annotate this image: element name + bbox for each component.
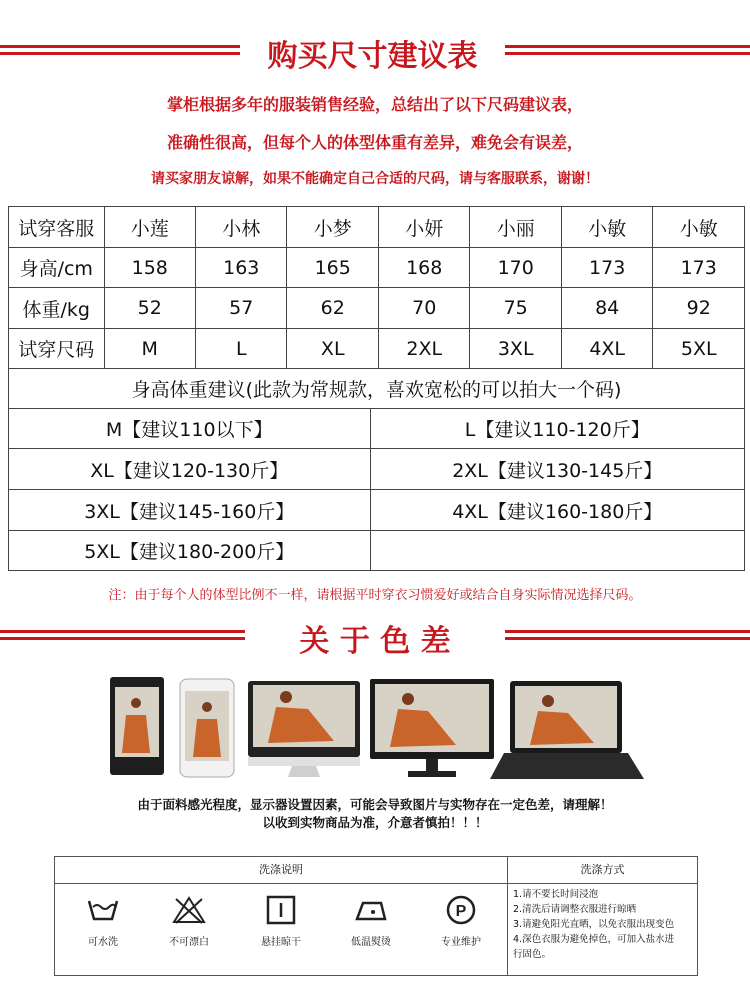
height-cell: 173 [653,248,745,288]
monitor-image [370,679,494,777]
hang-dry-icon [264,895,298,925]
row-label: 试穿客服 [9,207,105,248]
height-cell: 170 [470,248,561,288]
imac-image [248,681,360,777]
phone-1-image [110,677,164,775]
height-cell: 158 [104,248,195,288]
weight-cell: 57 [196,288,287,329]
weight-cell: 52 [104,288,195,329]
intro-line-2: 准确性很高，但每个人的体型体重有差异，难免会有误差， [166,133,583,152]
size-cell: 2XL [378,329,469,369]
care-symbol [245,883,317,975]
instruction-item: 4.深色衣服为避免掉色，可加入盐水进 [513,934,675,945]
color-section-title: 关 于 色 差 [299,624,451,659]
fit-table [8,206,745,369]
table-row [9,369,745,409]
row-label: 体重/kg [9,288,105,329]
recommend-cell: M【建议110以下】 [9,409,371,449]
instruction-item: 3.请避免阳光直晒，以免衣服出现变色 [513,919,675,930]
no-bleach-icon [172,895,206,925]
table-row [9,248,745,288]
table-row [9,288,745,329]
hand-wash-icon [86,895,120,925]
model-name: 小莲 [104,207,195,248]
care-symbol [335,883,407,975]
height-cell: 168 [378,248,469,288]
height-cell: 173 [561,248,652,288]
size-cell: XL [287,329,378,369]
table-row [9,409,745,449]
care-divider [507,883,508,975]
recommend-cell: XL【建议120-130斤】 [9,449,371,490]
low-iron-icon [351,895,391,925]
weight-cell: 75 [470,288,561,329]
recommend-header: 身高体重建议(此款为常规款，喜欢宽松的可以拍大一个码) [9,369,745,409]
size-section-title: 购买尺寸建议表 [267,39,478,74]
size-cell: M [104,329,195,369]
care-symbol [67,883,139,975]
instruction-item: 2.清洗后请调整衣服进行晾晒 [513,904,637,915]
recommend-table [8,368,745,571]
care-instructions [513,887,693,962]
model-name: 小敏 [561,207,652,248]
care-label: 专业维护 [441,937,481,948]
care-symbol [425,883,497,975]
model-name: 小妍 [378,207,469,248]
size-cell: L [196,329,287,369]
weight-cell: 62 [287,288,378,329]
device-illustration [108,675,648,785]
model-name: 小敏 [653,207,745,248]
row-label: 试穿尺码 [9,329,105,369]
recommend-cell: 2XL【建议130-145斤】 [370,449,745,490]
model-name: 小梦 [287,207,378,248]
care-label: 可水洗 [88,937,118,948]
care-box [54,856,698,976]
recommend-cell: L【建议110-120斤】 [370,409,745,449]
table-row [9,490,745,531]
intro-line-1: 掌柜根据多年的服装销售经验，总结出了以下尺码建议表， [166,95,583,114]
weight-cell: 70 [378,288,469,329]
footnote: 注：由于每个人的体型比例不一样，请根据平时穿衣习惯爱好或结合自身实际情况选择尺码。 [108,588,642,603]
instruction-item: 1.请不要长时间浸泡 [513,889,599,900]
recommend-cell: 4XL【建议160-180斤】 [370,490,745,531]
table-row [9,207,745,248]
dry-clean-icon [444,895,478,925]
weight-cell: 84 [561,288,652,329]
recommend-cell: 5XL【建议180-200斤】 [9,531,371,571]
height-cell: 163 [196,248,287,288]
disclaimer-line-1: 由于面料感光程度，显示器设置因素，可能会导致图片与实物存在一定色差，请理解！ [137,797,613,812]
care-header-left: 洗涤说明 [55,857,508,884]
size-cell: 3XL [470,329,561,369]
recommend-cell: 3XL【建议145-160斤】 [9,490,371,531]
height-cell: 165 [287,248,378,288]
phone-2-image [180,679,234,777]
intro-line-3: 请买家朋友谅解，如果不能确定自己合适的尺码，请与客服联系，谢谢！ [151,171,599,187]
weight-cell: 92 [653,288,745,329]
table-row [9,449,745,490]
recommend-cell [370,531,745,571]
instruction-item: 行固色。 [513,949,552,960]
size-cell: 4XL [561,329,652,369]
care-label: 低温熨烫 [351,937,391,948]
model-name: 小林 [196,207,287,248]
table-row [9,329,745,369]
care-label: 不可漂白 [169,937,209,948]
model-name: 小丽 [470,207,561,248]
table-row [9,531,745,571]
size-cell: 5XL [653,329,745,369]
care-label: 悬挂晾干 [261,937,301,948]
disclaimer-line-2: 以收到实物商品为准，介意者慎拍！！！ [262,815,488,830]
svg-text:P: P [455,903,467,920]
care-symbol [153,883,225,975]
row-label: 身高/cm [9,248,105,288]
laptop-image [490,681,644,779]
care-header-right: 洗涤方式 [508,857,697,884]
